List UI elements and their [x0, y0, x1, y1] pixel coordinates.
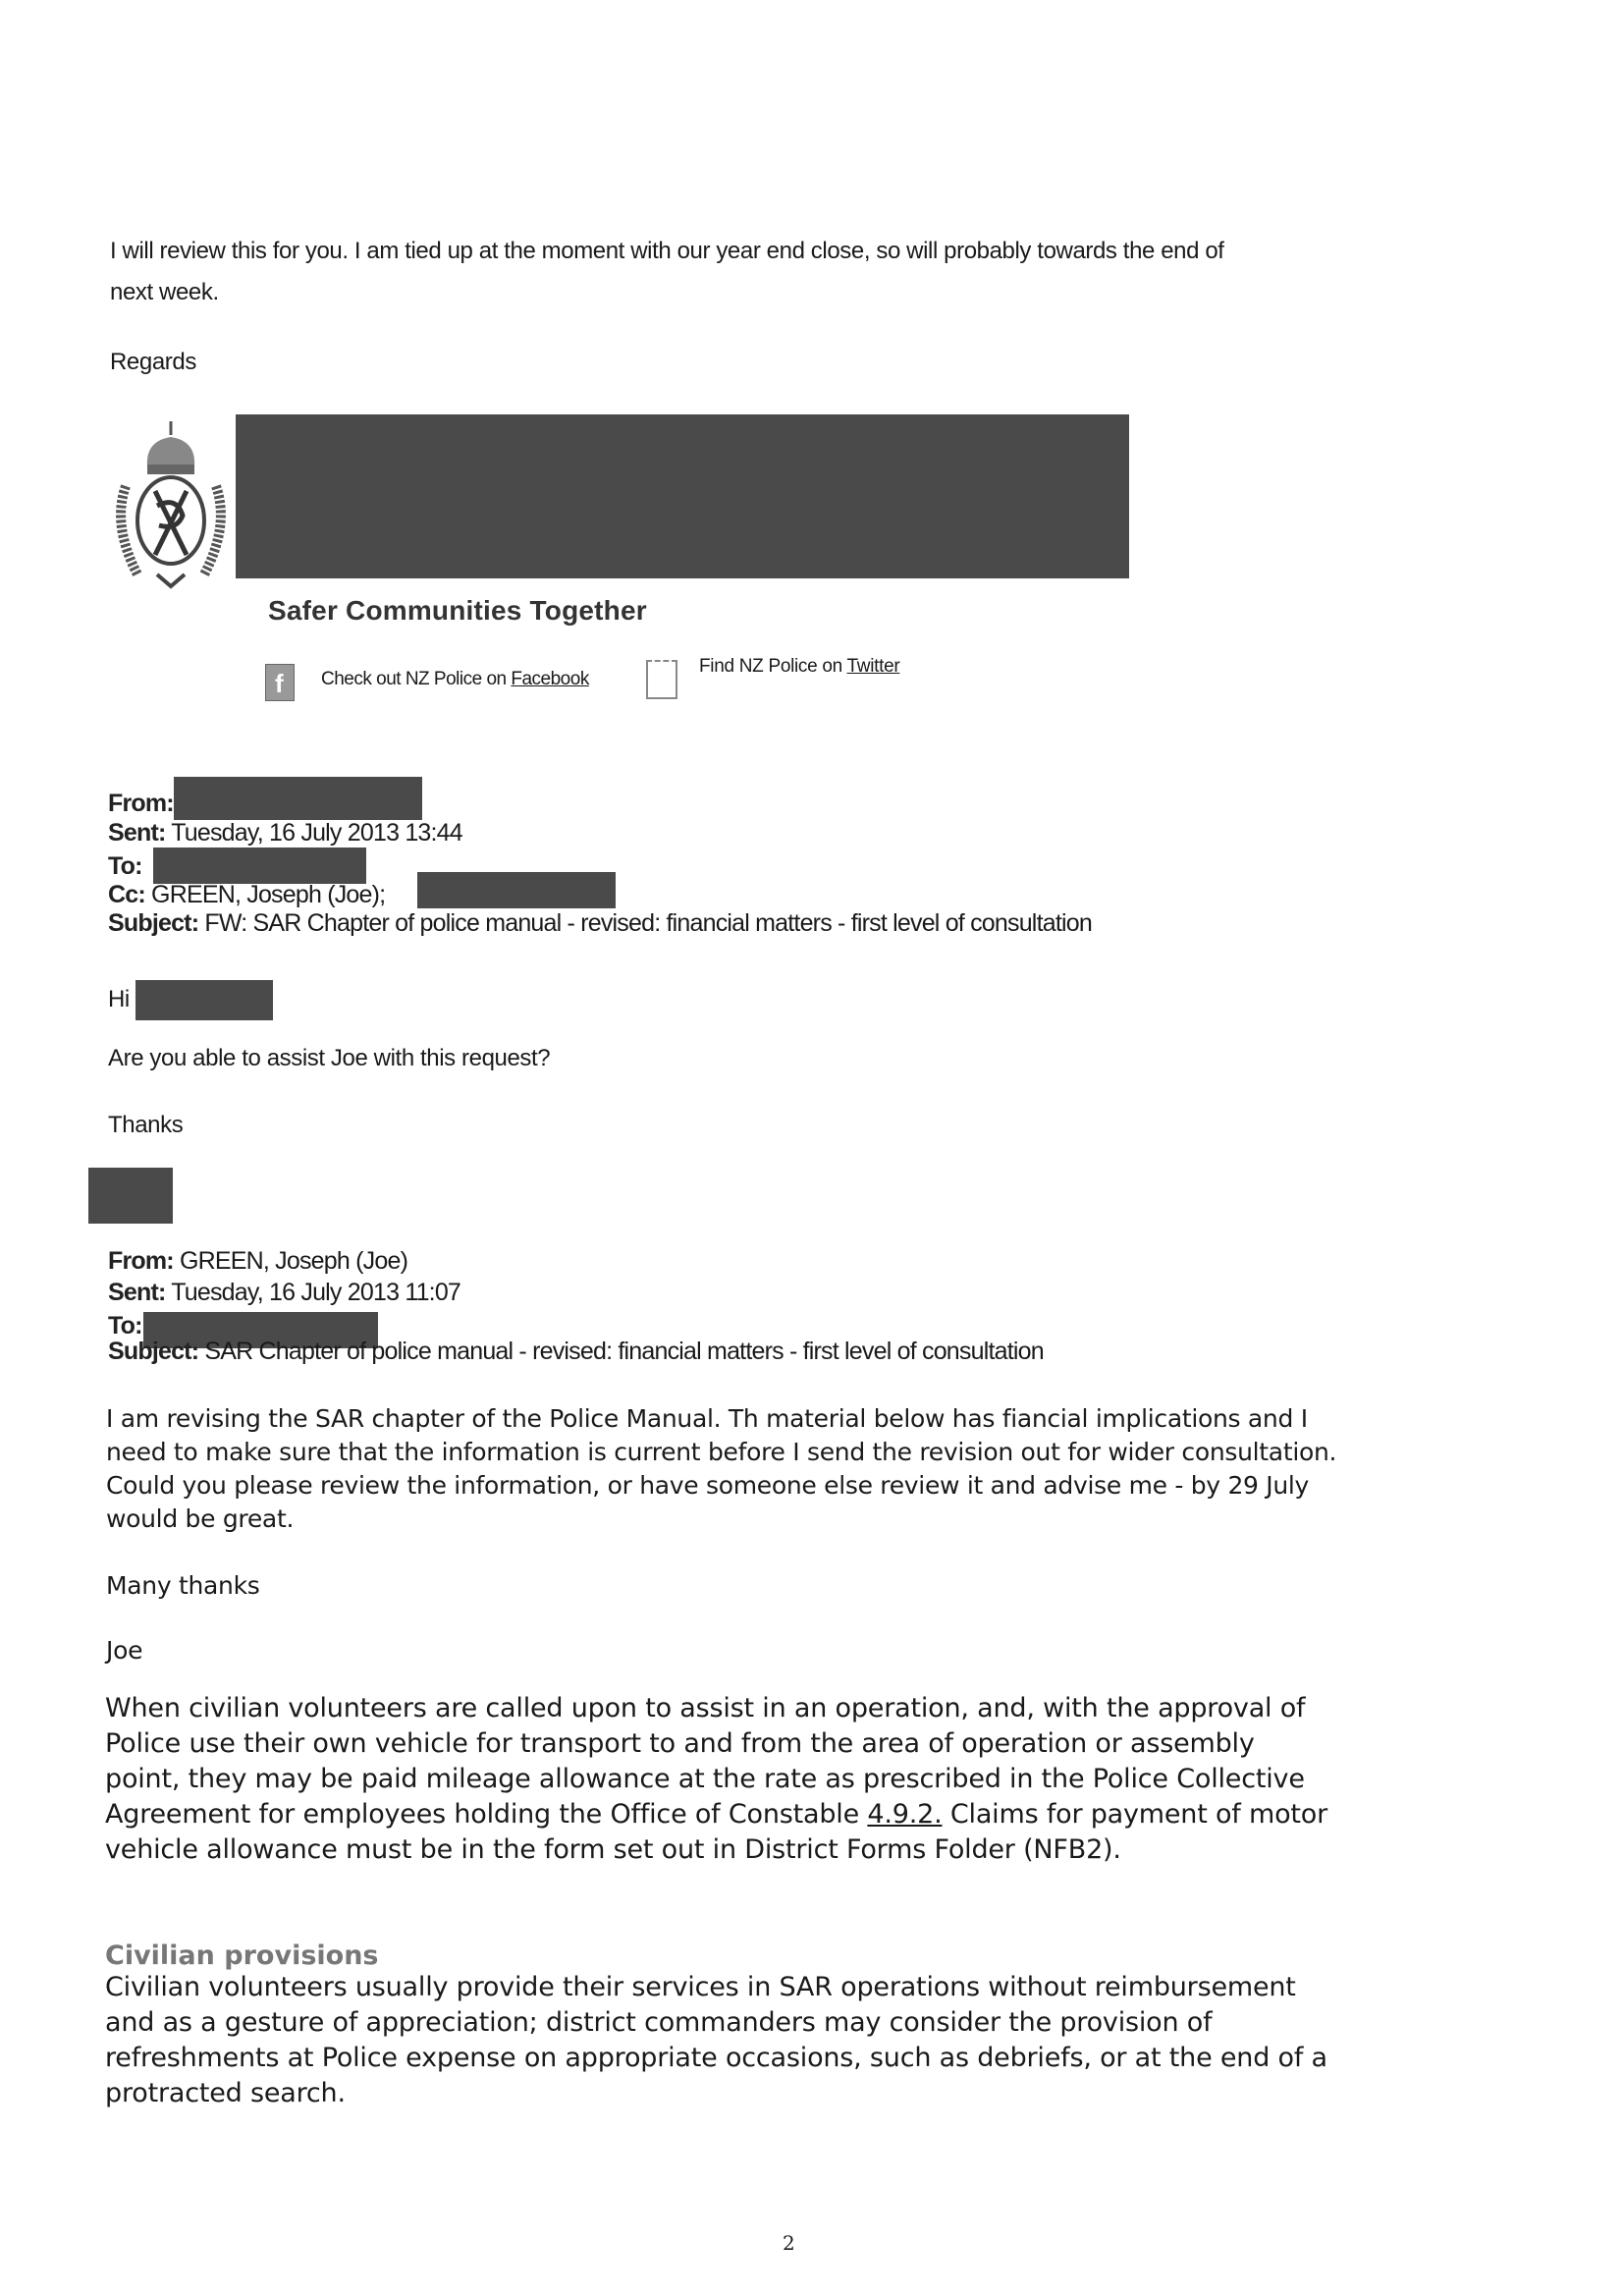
page-number: 2 — [783, 2231, 795, 2255]
email1-to: To: — [108, 852, 142, 880]
paragraph-line: vehicle allowance must be in the form set out in District Forms Folder (NFB2). — [105, 1834, 1121, 1865]
reply-line-1: I will review this for you. I am tied up at the moment with our year end close, so will probably towards the end of — [110, 238, 1224, 264]
body-line: Could you please review the information, or have someone else review it and advise me - by 29 July — [106, 1471, 1310, 1500]
paragraph-line: protracted search. — [105, 2078, 346, 2108]
mileage-paragraph — [105, 1691, 1327, 1868]
twitter-line — [699, 656, 899, 678]
email1-sent: Sent: Tuesday, 16 July 2013 13:44 — [108, 819, 462, 847]
email2-sent: Sent: Tuesday, 16 July 2013 11:07 — [108, 1279, 461, 1306]
email1-cc: Cc: GREEN, Joseph (Joe); — [108, 881, 386, 908]
reply-line-2: next week. — [110, 279, 219, 305]
paragraph-line: When civilian volunteers are called upon to assist in an operation, and, with the approval of — [105, 1693, 1306, 1723]
section-heading-civilian-provisions: Civilian provisions — [105, 1941, 379, 1971]
facebook-line — [321, 669, 589, 690]
twitter-link[interactable]: Twitter — [846, 656, 900, 677]
email2-from: From: GREEN, Joseph (Joe) — [108, 1247, 408, 1275]
email2-to: To: — [108, 1312, 142, 1339]
email2-subject: Subject: SAR Chapter of police manual - revised: financial matters - first level of consultation — [108, 1338, 1044, 1365]
paragraph-line: and as a gesture of appreciation; district commanders may consider the provision of — [105, 2007, 1213, 2038]
email1-thanks: Thanks — [108, 1112, 184, 1138]
email1-from: From: — [108, 790, 174, 817]
facebook-icon: f — [265, 664, 295, 701]
twitter-prefix: Find NZ Police on — [699, 656, 847, 677]
email2-body — [106, 1402, 1336, 1536]
provisions-paragraph — [105, 1970, 1327, 2111]
email1-body: Are you able to assist Joe with this request? — [108, 1045, 551, 1071]
email2-signoff: Joe — [106, 1636, 143, 1665]
body-line: would be great. — [106, 1504, 295, 1533]
paragraph-line: refreshments at Police expense on appropriate occasions, such as debriefs, or at the end of a — [105, 2043, 1327, 2073]
paragraph-line: Agreement for employees holding the Office of Constable 4.9.2. Claims for payment of motor — [105, 1799, 1328, 1830]
redacted-cc — [417, 872, 616, 908]
nz-police-crest-logo — [108, 417, 234, 590]
redacted-recipient-name — [135, 980, 273, 1020]
redacted-sender-name — [88, 1168, 173, 1224]
signature-tagline: Safer Communities Together — [268, 595, 647, 626]
facebook-prefix: Check out NZ Police on — [321, 669, 512, 689]
body-line: need to make sure that the information is current before I send the revision out for wider consultation. — [106, 1438, 1337, 1466]
paragraph-line: point, they may be paid mileage allowance at the rate as prescribed in the Police Collective — [105, 1764, 1305, 1794]
paragraph-line: Police use their own vehicle for transport to and from the area of operation or assembly — [105, 1728, 1255, 1759]
redacted-signature-block — [236, 414, 1129, 578]
facebook-link[interactable]: Facebook — [511, 669, 589, 689]
reply-regards: Regards — [110, 349, 196, 375]
redacted-to — [153, 847, 366, 884]
email1-greeting: Hi — [108, 986, 130, 1012]
paragraph-line: Civilian volunteers usually provide their services in SAR operations without reimbursement — [105, 1972, 1296, 2002]
body-line: I am revising the SAR chapter of the Police Manual. Th material below has fiancial implications and I — [106, 1404, 1308, 1433]
redacted-from — [174, 777, 422, 820]
email2-many-thanks: Many thanks — [106, 1571, 260, 1600]
email1-subject: Subject: FW: SAR Chapter of police manual - revised: financial matters - first level of consultation — [108, 909, 1092, 937]
agreement-section-link[interactable]: 4.9.2. — [867, 1799, 943, 1830]
twitter-icon — [646, 660, 677, 699]
